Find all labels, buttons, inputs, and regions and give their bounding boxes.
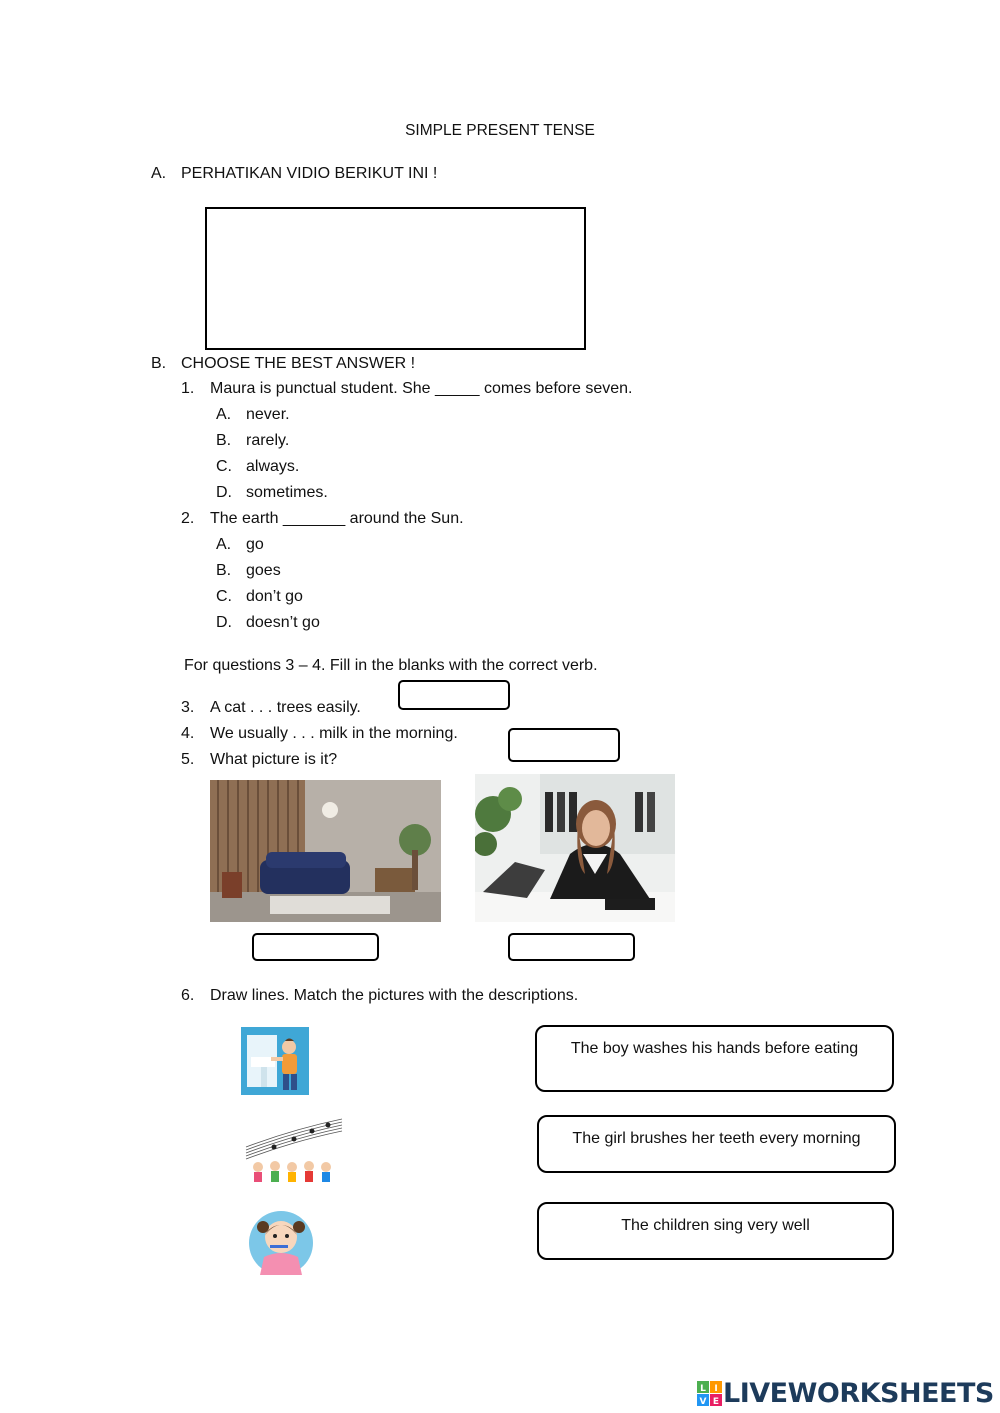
question-4-number: 4.: [181, 725, 195, 742]
option-letter: B.: [216, 432, 232, 449]
q2-option-a[interactable]: go: [246, 536, 264, 553]
q5-answer-field-2[interactable]: [508, 933, 635, 961]
q2-option-b[interactable]: goes: [246, 562, 281, 579]
option-letter: D.: [216, 614, 232, 631]
question-2-number: 2.: [181, 510, 195, 527]
children-singing-picture[interactable]: [244, 1115, 344, 1185]
option-letter: A.: [216, 536, 232, 553]
video-placeholder[interactable]: [205, 207, 586, 350]
office-woman-picture: [475, 774, 675, 922]
q1-option-a[interactable]: never.: [246, 406, 290, 423]
description-box-3[interactable]: [537, 1202, 894, 1260]
fill-instruction: For questions 3 – 4. Fill in the blanks with the correct verb.: [184, 657, 598, 674]
liveworksheets-brand-text: LIVEWORKSHEETS: [723, 1378, 994, 1409]
q2-option-c[interactable]: don’t go: [246, 588, 303, 605]
option-letter: D.: [216, 484, 232, 501]
girl-brushing-teeth-picture[interactable]: [246, 1207, 316, 1279]
question-2-text: The earth _______ around the Sun.: [210, 510, 464, 527]
section-a-heading: PERHATIKAN VIDIO BERIKUT INI !: [181, 165, 438, 182]
question-6-text: Draw lines. Match the pictures with the descriptions.: [210, 987, 579, 1004]
q1-option-d[interactable]: sometimes.: [246, 484, 328, 501]
section-b-heading: CHOOSE THE BEST ANSWER !: [181, 355, 416, 372]
question-3-number: 3.: [181, 699, 195, 716]
option-letter: C.: [216, 588, 232, 605]
option-letter: A.: [216, 406, 232, 423]
q4-answer-field[interactable]: [508, 728, 620, 762]
living-room-picture: [210, 780, 441, 922]
question-1-number: 1.: [181, 380, 195, 397]
description-text-3: The children sing very well: [621, 1217, 810, 1234]
badge-letter: I: [714, 1383, 718, 1394]
boy-washing-hands-picture[interactable]: [241, 1027, 309, 1095]
liveworksheets-badge-icon: [697, 1381, 723, 1407]
q5-answer-field-1[interactable]: [252, 933, 379, 961]
description-text-1: The boy washes his hands before eating: [570, 1040, 859, 1057]
question-5-number: 5.: [181, 751, 195, 768]
description-box-1[interactable]: [535, 1025, 894, 1092]
option-letter: B.: [216, 562, 232, 579]
badge-letter: E: [712, 1396, 720, 1407]
question-4-text: We usually . . . milk in the morning.: [210, 725, 458, 742]
question-3-text: A cat . . . trees easily.: [210, 699, 361, 716]
description-text-2: The girl brushes her teeth every morning: [572, 1130, 861, 1147]
badge-letter: L: [700, 1383, 706, 1394]
question-5-text: What picture is it?: [210, 751, 338, 768]
q1-option-c[interactable]: always.: [246, 458, 300, 475]
q1-option-b[interactable]: rarely.: [246, 432, 290, 449]
question-1-text: Maura is punctual student. She _____ comes before seven.: [210, 380, 633, 397]
question-6-number: 6.: [181, 987, 195, 1004]
liveworksheets-logo: [697, 1378, 994, 1409]
section-b-letter: B.: [151, 355, 167, 372]
section-a-letter: A.: [151, 165, 167, 182]
option-letter: C.: [216, 458, 232, 475]
q2-option-d[interactable]: doesn’t go: [246, 614, 320, 631]
page-title: SIMPLE PRESENT TENSE: [405, 122, 595, 139]
q3-answer-field[interactable]: [398, 680, 510, 710]
description-box-2[interactable]: [537, 1115, 896, 1173]
badge-letter: V: [699, 1396, 707, 1407]
